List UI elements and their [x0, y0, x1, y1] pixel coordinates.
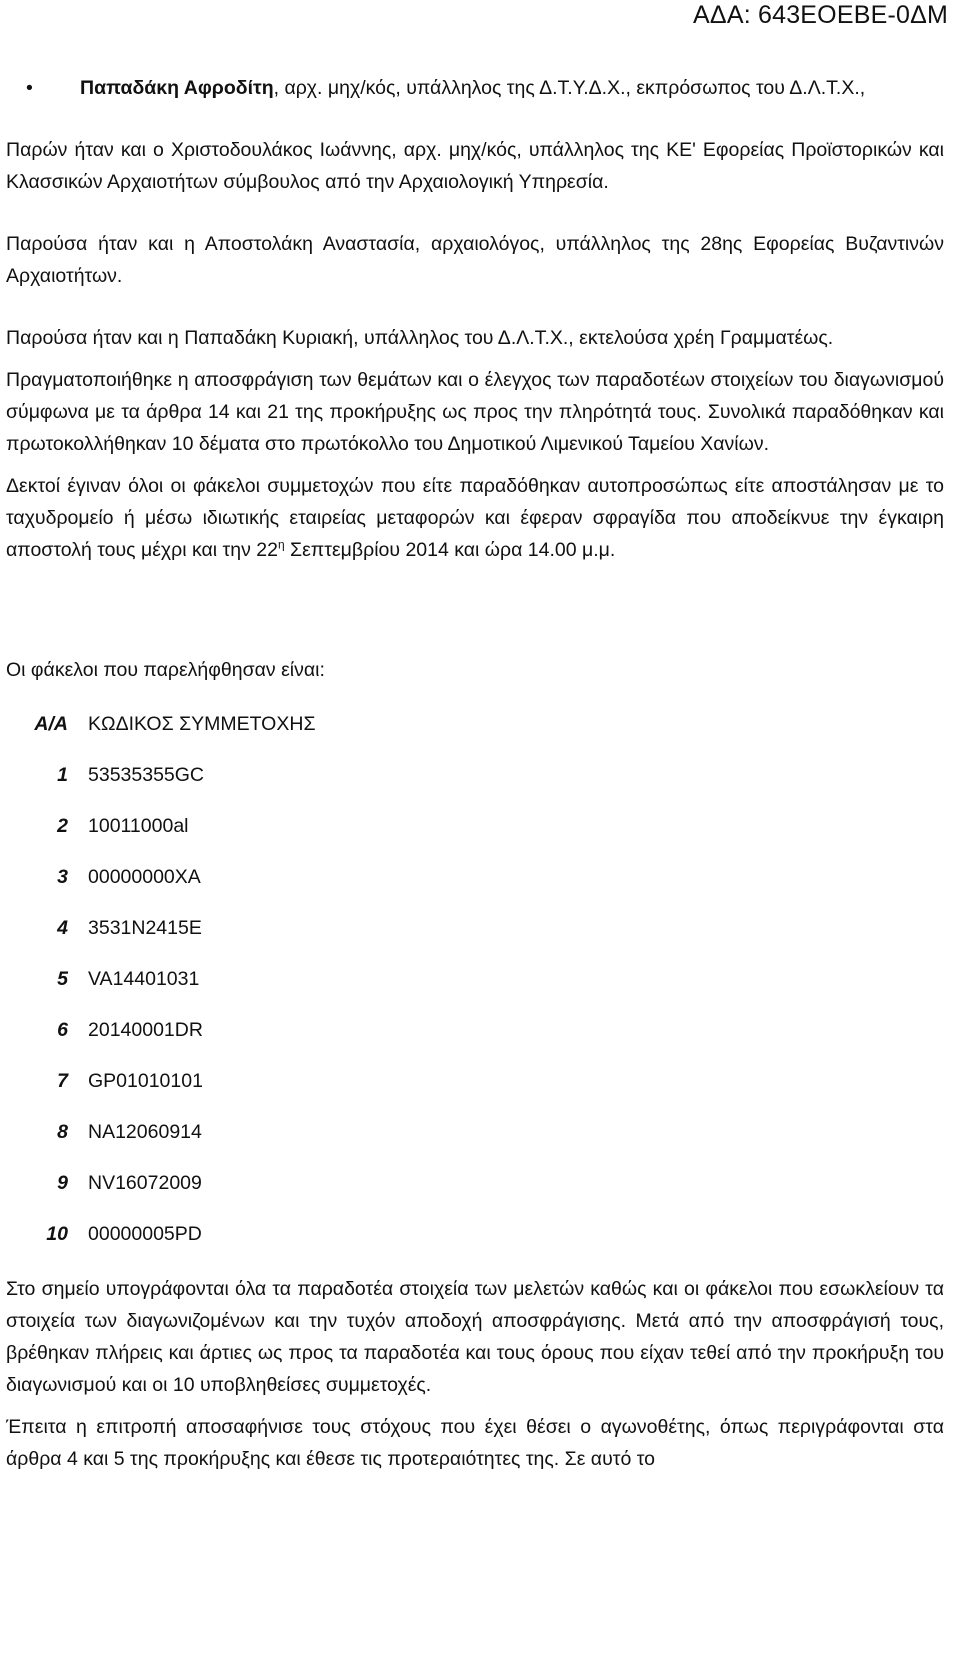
- row-code: 00000005PD: [88, 1223, 202, 1245]
- table-row: [6, 1167, 944, 1218]
- table-row: [6, 1014, 944, 1065]
- bullet-dot-icon: •: [26, 77, 33, 99]
- table-row: [6, 1065, 944, 1116]
- row-number: 6: [57, 1019, 68, 1041]
- paragraph-papadaki: Παρούσα ήταν και η Παπαδάκη Κυριακή, υπάλληλος του Δ.Λ.Τ.Χ., εκτελούσα χρέη Γραμματέως.: [6, 327, 834, 349]
- paragraph-unsealing: Πραγματοποιήθηκε η αποσφράγιση των θεμάτων και ο έλεγχος των παραδοτέων στοιχείων του διαγωνισμού σύμφωνα με τα άρθρα 14 και 21 της προκήρυξης ως προς την πληρότητά τους. Συνολικά παραδόθηκαν και πρωτοκολλήθηκαν 10 δέματα στο πρωτόκολλο του Δημοτικού Λιμενικού Ταμείου Χανίων.: [6, 369, 944, 455]
- row-code: 53535355GC: [88, 764, 205, 786]
- row-code: GP01010101: [88, 1070, 203, 1092]
- row-number: 7: [57, 1070, 68, 1092]
- row-code: 20140001DR: [88, 1019, 203, 1041]
- header-number: Α/Α: [34, 713, 68, 735]
- row-code: NV16072009: [88, 1172, 202, 1194]
- table-row: [6, 912, 944, 963]
- paragraph-signing: Στο σημείο υπογράφονται όλα τα παραδοτέα στοιχεία των μελετών καθώς και οι φάκελοι που εσωκλείουν τα στοιχεία των διαγωνιζομένων και την τυχόν αποδοχή αποσφράγισης. Μετά από την αποσφράγισή τους, βρέθηκαν πλήρεις και άρτιες ως προς τα παραδοτέα και τους όρους που είχαν τεθεί από την προκήρυξη του διαγωνισμού και οι 10 υποβληθείσες συμμετοχές.: [6, 1278, 944, 1396]
- ada-code: ΑΔΑ: 643ΕΟΕΒΕ-0ΔΜ: [693, 1, 948, 29]
- row-number: 3: [57, 866, 68, 888]
- accepted-text-end: Σεπτεμβρίου 2014 και ώρα 14.00 μ.μ.: [284, 539, 616, 561]
- spacer: [6, 566, 944, 654]
- table-row: [6, 1218, 944, 1269]
- bullet-person-details: , αρχ. μηχ/κός, υπάλληλος της Δ.Τ.Υ.Δ.Χ., εκπρόσωπος του Δ.Λ.Τ.Χ.,: [273, 77, 866, 99]
- row-number: 8: [57, 1121, 68, 1143]
- table-row: [6, 759, 944, 810]
- row-number: 2: [57, 815, 68, 837]
- bullet-person-name: Παπαδάκη Αφροδίτη: [80, 77, 274, 99]
- row-code: NA12060914: [88, 1121, 202, 1143]
- table-rows: [6, 759, 944, 1269]
- paragraph-committee: Έπειτα η επιτροπή αποσαφήνισε τους στόχους που έχει θέσει ο αγωνοθέτης, όπως περιγράφονται στα άρθρα 4 και 5 της προκήρυξης και έθεσε τις προτεραιότητες της. Σε αυτό το: [6, 1416, 944, 1470]
- paragraph-apostolaki: Παρούσα ήταν και η Αποστολάκη Αναστασία, αρχαιολόγος, υπάλληλος της 28ης Εφορείας Βυζαντινών Αρχαιοτήτων.: [6, 233, 944, 287]
- row-number: 1: [57, 764, 68, 786]
- paragraph-accepted: [6, 470, 944, 566]
- table-row: [6, 1116, 944, 1167]
- bullet-item: [6, 72, 944, 104]
- row-number: 10: [46, 1223, 68, 1245]
- superscript-ordinal: η: [277, 537, 285, 552]
- header-code: ΚΩΔΙΚΟΣ ΣΥΜΜΕΤΟΧΗΣ: [88, 713, 316, 735]
- table-row: [6, 810, 944, 861]
- submissions-table: [6, 708, 944, 1269]
- bullet-text: [80, 72, 944, 104]
- row-number: 5: [57, 968, 68, 990]
- table-header-row: [6, 708, 944, 759]
- row-code: VA14401031: [88, 968, 200, 990]
- table-row: [6, 861, 944, 912]
- paragraph-christodoulakos: Παρών ήταν και ο Χριστοδουλάκος Ιωάννης, αρχ. μηχ/κός, υπάλληλος της ΚΕ' Εφορείας Προϊστορικών και Κλασσικών Αρχαιοτήτων σύμβουλος από την Αρχαιολογική Υπηρεσία.: [6, 139, 944, 193]
- list-title: Οι φάκελοι που παρελήφθησαν είναι:: [6, 659, 325, 681]
- row-number: 4: [57, 917, 68, 939]
- row-number: 9: [57, 1172, 68, 1194]
- document-body: [6, 72, 944, 1475]
- row-code: 3531N2415E: [88, 917, 202, 939]
- table-row: [6, 963, 944, 1014]
- accepted-text-start: Δεκτοί έγιναν όλοι οι φάκελοι συμμετοχών που είτε παραδόθηκαν αυτοπροσώπως είτε αποστάλησαν με το ταχυδρομείο ή μέσω ιδιωτικής εταιρείας μεταφορών και έφεραν σφραγίδα που αποδείκνυε την έγκαιρη αποστολή τους μέχρι και την 22: [6, 475, 944, 561]
- row-code: 00000000XA: [88, 866, 201, 888]
- row-code: 10011000al: [88, 815, 189, 837]
